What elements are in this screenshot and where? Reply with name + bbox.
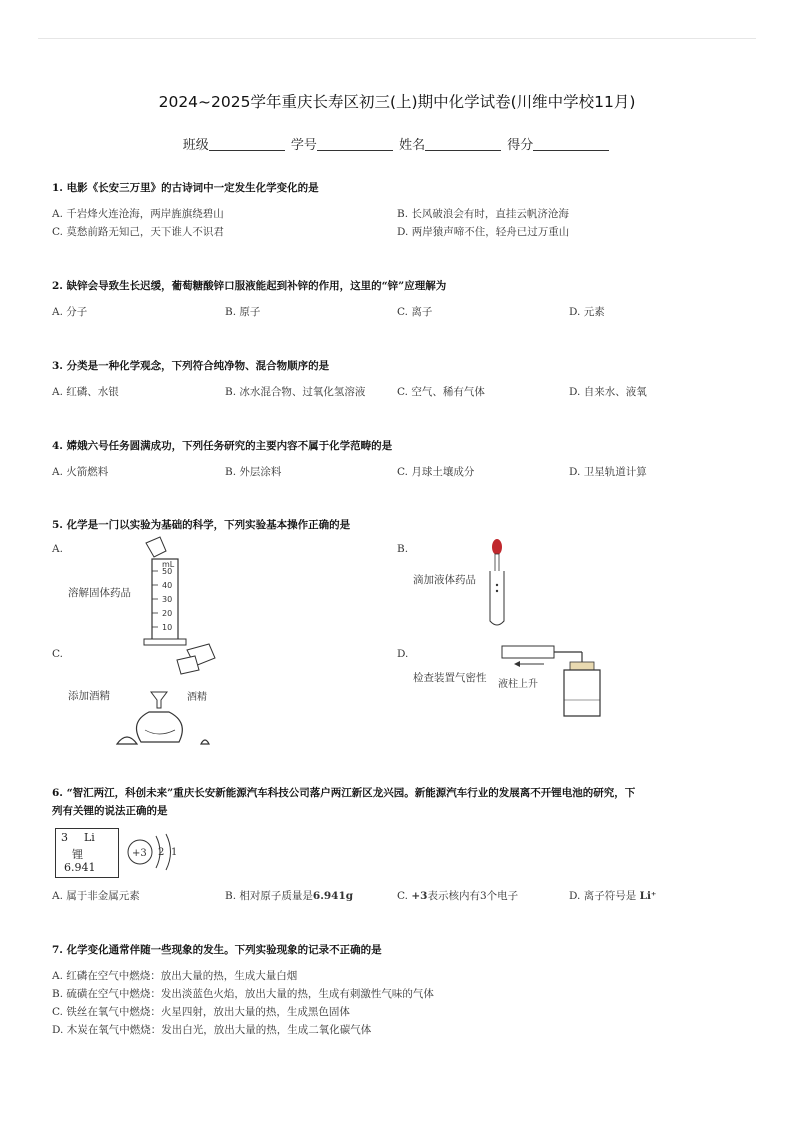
- id-blank: [317, 138, 393, 151]
- q5-label-drip: 滴加液体药品: [413, 574, 476, 586]
- question-3-stem: 3. 分类是一种化学观念，下列符合纯净物、混合物顺序的是: [52, 360, 330, 372]
- q5-label-airtight: 检查装置气密性: [413, 672, 487, 684]
- q5-option-a: A.: [52, 543, 63, 555]
- cyl-unit: mL: [162, 560, 175, 569]
- score-blank: [533, 138, 609, 151]
- q6-c-text: 表示核内有3个电子: [427, 890, 519, 902]
- q3-option-b: B. 冰水混合物、过氧化氢溶液: [225, 386, 366, 398]
- question-7-stem: 7. 化学变化通常伴随一些现象的发生。下列实验现象的记录不正确的是: [52, 944, 382, 956]
- shell-2-count: 1: [171, 847, 178, 858]
- q5-option-c: C.: [52, 648, 63, 660]
- q7-option-d: D. 木炭在氧气中燃烧：发出白光，放出大量的热，生成二氧化碳气体: [52, 1024, 372, 1036]
- q1-option-a: A. 千岩烽火连沧海，两岸旌旗绕碧山: [52, 208, 224, 220]
- q6-b-text: B. 相对原子质量是: [225, 890, 313, 902]
- question-6-stem-line2: 列有关锂的说法正确的是: [52, 805, 168, 817]
- cyl-mark-10: 10: [162, 623, 173, 632]
- name-blank: [425, 138, 501, 151]
- measuring-cylinder-figure: [140, 537, 200, 647]
- question-2-stem: 2. 缺锌会导致生长迟缓，葡萄糖酸锌口服液能起到补锌的作用，这里的“锌”应理解为: [52, 280, 447, 292]
- question-5-stem: 5. 化学是一门以实验为基础的科学，下列实验基本操作正确的是: [52, 519, 351, 531]
- atomic-mass: 6.941: [64, 861, 96, 874]
- q5-option-d: D.: [397, 648, 409, 660]
- q3-option-d: D. 自来水、液氧: [569, 386, 647, 398]
- top-divider: [38, 38, 756, 39]
- q6-option-d: [569, 888, 656, 903]
- atomic-number: 3: [61, 831, 68, 844]
- student-info-line: [0, 134, 794, 153]
- q6-d-ion: Li⁺: [639, 890, 657, 902]
- q6-option-c: [397, 888, 518, 903]
- q5-label-alcohol: 添加酒精: [68, 690, 110, 702]
- q5-label-dissolve: 溶解固体药品: [68, 587, 131, 599]
- nucleus-charge: +3: [132, 848, 147, 859]
- element-card: [55, 828, 119, 878]
- shell-1-count: 2: [158, 847, 165, 858]
- alcohol-lamp-figure: [115, 640, 220, 748]
- question-4-stem: 4. 嫦娥六号任务圆满成功，下列任务研究的主要内容不属于化学范畴的是: [52, 440, 393, 452]
- question-6-stem-line1: 6. “智汇两江，科创未来”重庆长安新能源汽车科技公司落户两江新区龙兴园。新能源汽车行业的发展离不开锂电池的研究，下: [52, 787, 636, 799]
- q6-a-text: A. 属于非金属元素: [52, 890, 140, 902]
- cyl-mark-30: 30: [162, 595, 173, 604]
- cyl-mark-20: 20: [162, 609, 173, 618]
- atom-structure-figure: [126, 828, 186, 876]
- q6-d-text: D. 离子符号是: [569, 890, 640, 902]
- q6-b-mass: 6.941g: [312, 890, 354, 902]
- q4-option-d: D. 卫星轨道计算: [569, 466, 647, 478]
- alcohol-label: 酒精: [187, 692, 207, 703]
- dropper-figure: [485, 537, 515, 629]
- q3-option-a: A. 红磷、水银: [52, 386, 119, 398]
- airtight-apparatus-figure: [498, 640, 608, 718]
- class-label: 班级: [182, 138, 209, 153]
- id-label: 学号: [290, 138, 317, 153]
- q2-option-c: C. 离子: [397, 306, 433, 318]
- q6-option-b: [225, 888, 353, 903]
- rise-label: 液柱上升: [498, 679, 538, 690]
- score-label: 得分: [507, 138, 534, 153]
- element-symbol: Li: [84, 831, 95, 844]
- q3-option-c: C. 空气、稀有气体: [397, 386, 485, 398]
- q1-option-c: C. 莫愁前路无知己，天下谁人不识君: [52, 226, 224, 238]
- q2-option-d: D. 元素: [569, 306, 605, 318]
- element-name: 锂: [72, 848, 83, 861]
- q7-option-c: C. 铁丝在氧气中燃烧：火星四射，放出大量的热，生成黑色固体: [52, 1006, 350, 1018]
- q1-option-b: B. 长风破浪会有时，直挂云帆济沧海: [397, 208, 569, 220]
- q7-option-a: A. 红磷在空气中燃烧：放出大量的热，生成大量白烟: [52, 970, 298, 982]
- q6-c-charge: +3: [411, 890, 428, 902]
- q6-option-a: [52, 888, 140, 903]
- question-1-stem: 1. 电影《长安三万里》的古诗词中一定发生化学变化的是: [52, 182, 319, 194]
- q4-option-b: B. 外层涂料: [225, 466, 282, 478]
- cyl-mark-40: 40: [162, 581, 173, 590]
- class-blank: [209, 138, 285, 151]
- q1-option-d: D. 两岸猿声啼不住，轻舟已过万重山: [397, 226, 570, 238]
- q4-option-c: C. 月球土壤成分: [397, 466, 475, 478]
- q6-c-prefix: C.: [397, 890, 412, 902]
- cyl-mark-50: 50: [162, 567, 173, 576]
- q5-option-b: B.: [397, 543, 409, 555]
- q7-option-b: B. 硫磺在空气中燃烧：发出淡蓝色火焰，放出大量的热，生成有刺激性气味的气体: [52, 988, 434, 1000]
- page-title: 2024~2025学年重庆长寿区初三(上)期中化学试卷(川维中学校11月): [158, 93, 636, 111]
- q4-option-a: A. 火箭燃料: [52, 466, 109, 478]
- q2-option-a: A. 分子: [52, 306, 88, 318]
- q2-option-b: B. 原子: [225, 306, 261, 318]
- name-label: 姓名: [399, 138, 426, 153]
